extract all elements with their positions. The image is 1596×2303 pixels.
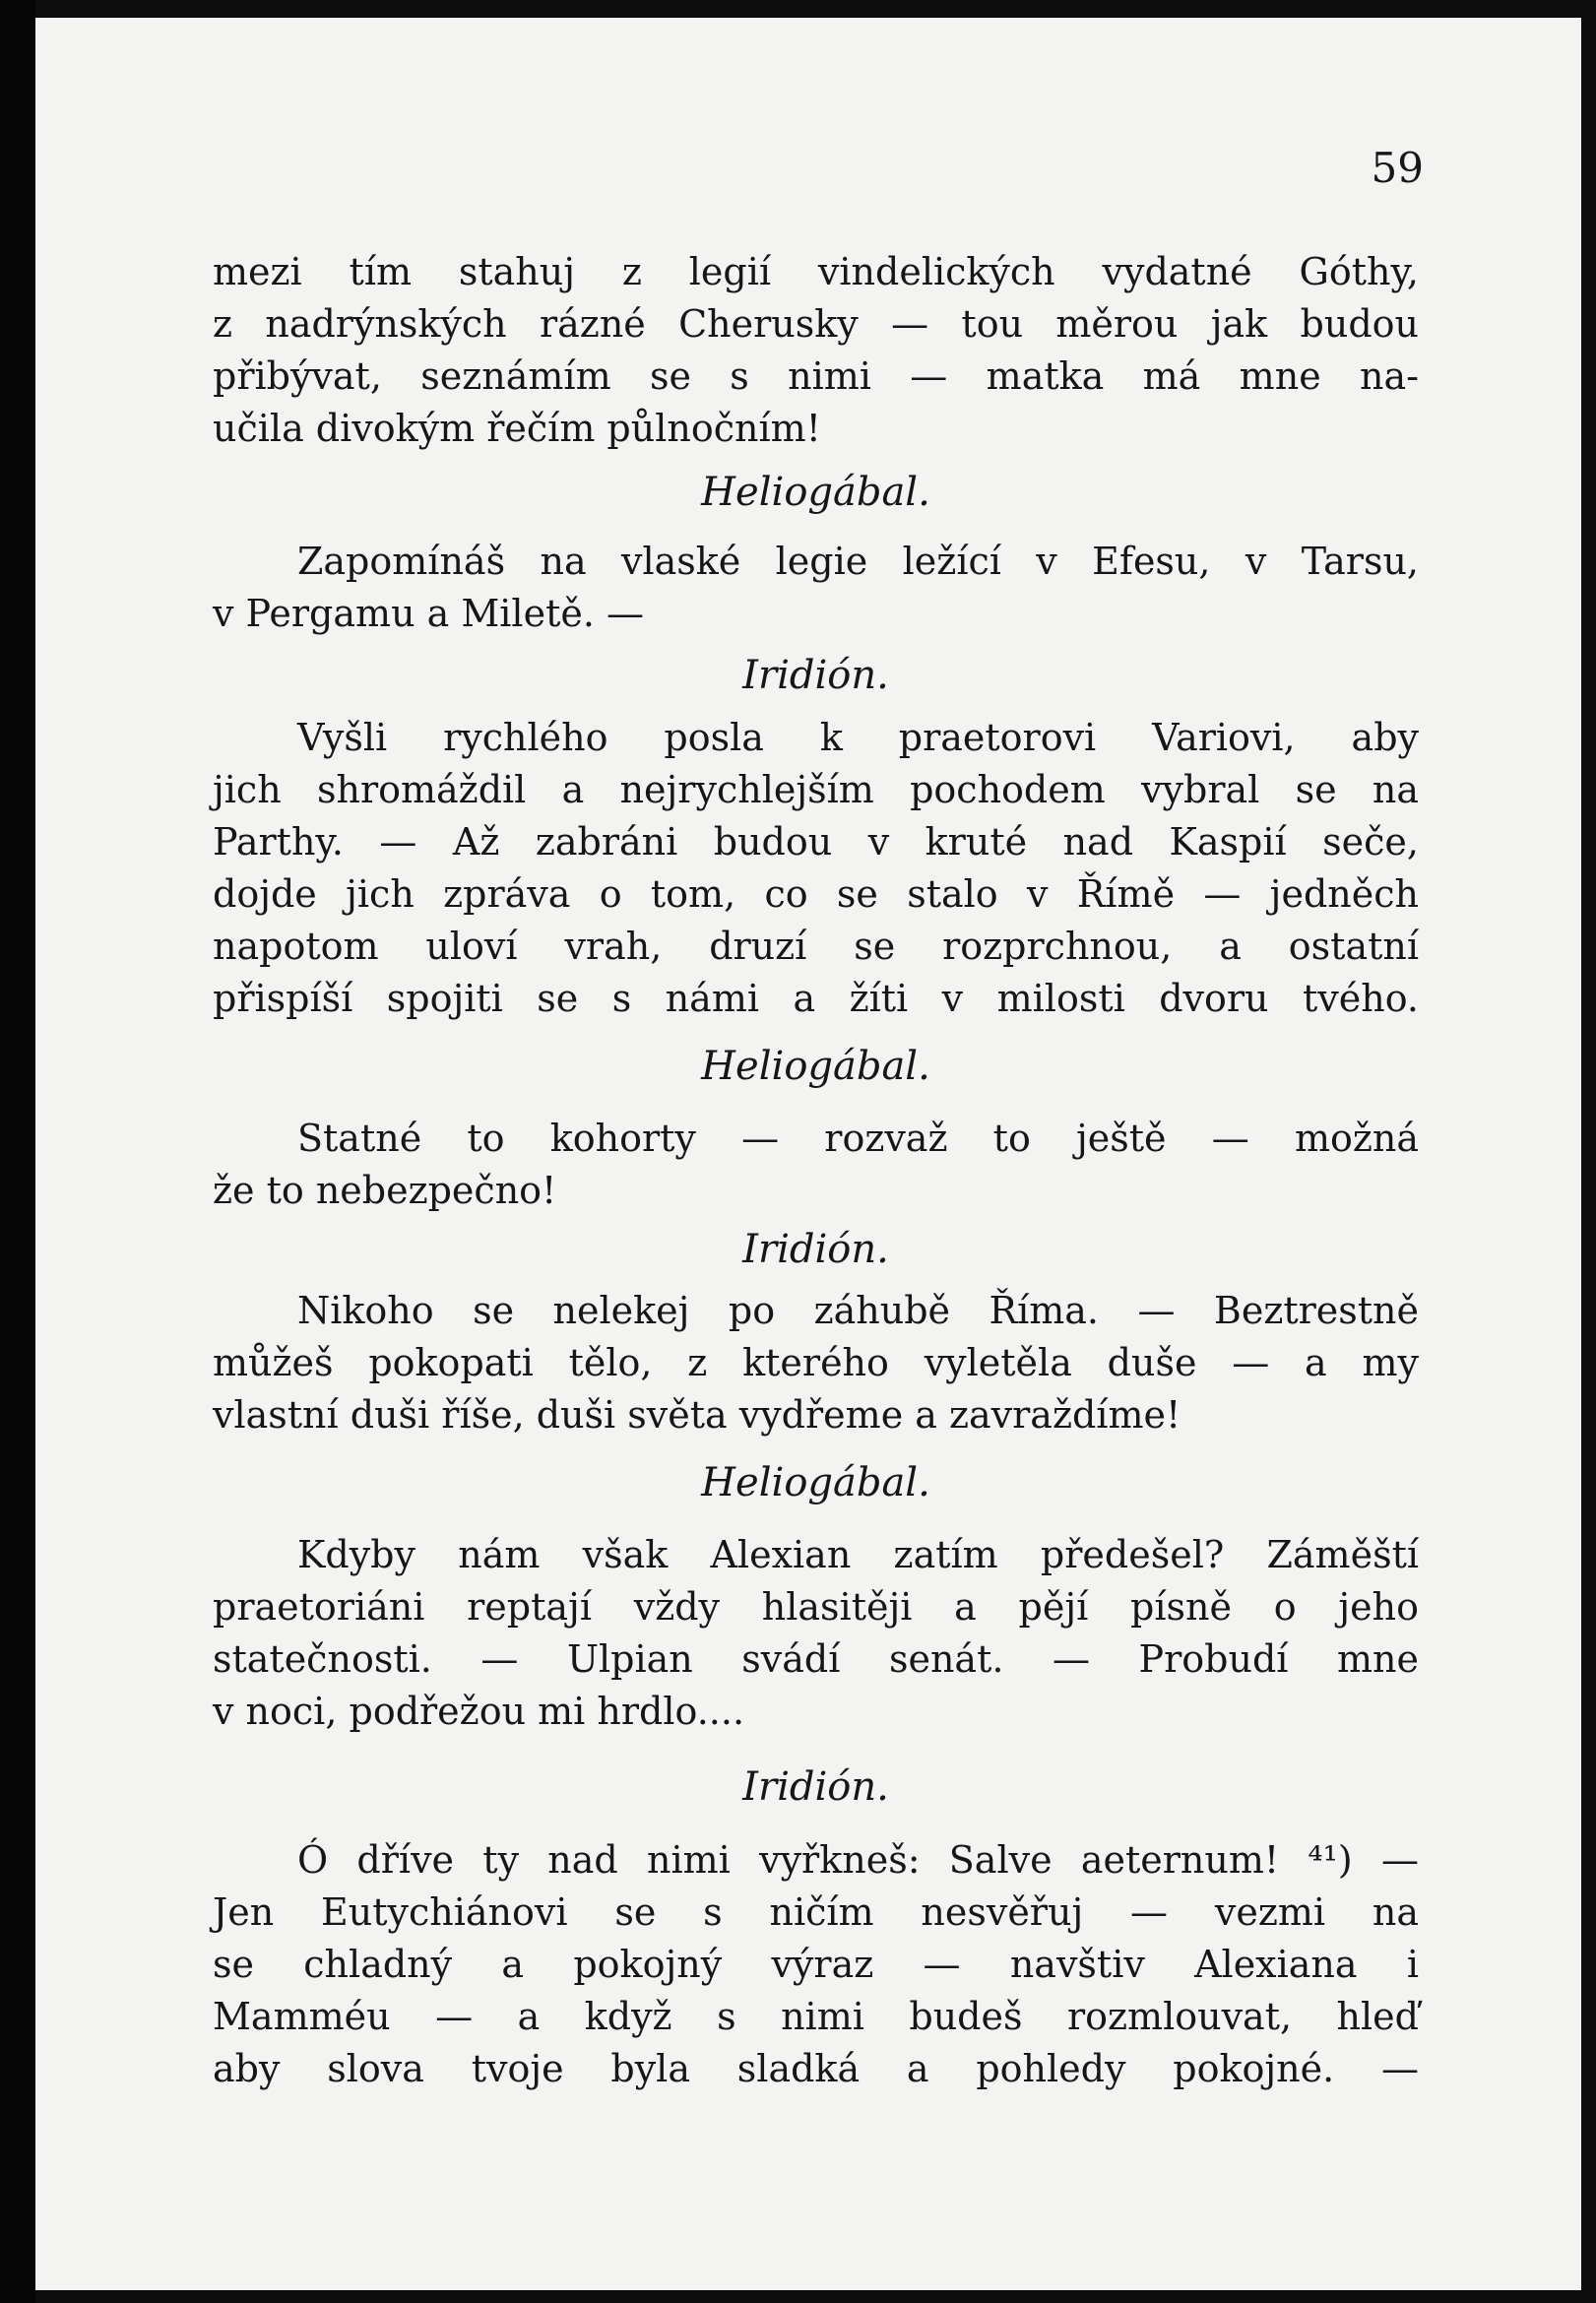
text-line: Vyšli rychlého posla k praetorovi Variovi, aby [297, 716, 1419, 759]
speaker-name: Iridión. [742, 1764, 889, 1810]
text-line: vlastní duši říše, duši světa vydřeme a zavraždíme! [213, 1393, 1181, 1437]
text-line: Kdyby nám však Alexian zatím předešel? Záměští [297, 1533, 1419, 1576]
text-line: Statné to kohorty — rozvaž to ještě — možná [297, 1117, 1419, 1160]
text-line: napotom uloví vrah, druzí se rozprchnou, a ostatní [213, 925, 1419, 968]
text-line: v noci, podřežou mi hrdlo.... [213, 1690, 745, 1733]
speaker-name: Heliogábal. [701, 470, 930, 515]
book-page [35, 18, 1581, 2290]
text-line: z nadrýnských rázné Cherusky — tou měrou jak budou [213, 302, 1419, 346]
text-line: Nikoho se nelekej po záhubě Říma. — Beztrestně [297, 1289, 1419, 1332]
speaker-name: Heliogábal. [701, 1460, 930, 1505]
text-line: že to nebezpečno! [213, 1169, 557, 1212]
page-number: 59 [1371, 144, 1424, 192]
scan-left-edge [0, 0, 35, 2303]
text-line: přispíší spojiti se s námi a žíti v milosti dvoru tvého. [213, 977, 1419, 1020]
text-line: Jen Eutychiánovi se s ničím nesvěřuj — vezmi na [213, 1890, 1419, 1934]
speaker-name: Iridión. [742, 1227, 889, 1272]
text-line: aby slova tvoje byla sladká a pohledy pokojné. — [213, 2047, 1419, 2090]
text-line: jich shromáždil a nejrychlejším pochodem vybral se na [213, 768, 1419, 811]
text-line: praetoriáni reptají vždy hlasitěji a pějí písně o jeho [213, 1585, 1419, 1629]
text-line: v Pergamu a Miletě. — [213, 592, 644, 635]
speaker-name: Iridión. [742, 653, 889, 698]
text-line: Parthy. — Až zabráni budou v kruté nad Kaspií seče, [213, 820, 1419, 864]
text-line: se chladný a pokojný výraz — navštiv Alexiana i [213, 1943, 1419, 1986]
text-line: mezi tím stahuj z legií vindelických vydatné Góthy, [213, 250, 1419, 293]
text-line: statečnosti. — Ulpian svádí senát. — Probudí mne [213, 1637, 1419, 1681]
text-line: Mamméu — a když s nimi budeš rozmlouvat, hleď [213, 1995, 1419, 2038]
text-line: dojde jich zpráva o tom, co se stalo v Římě — jedněch [213, 872, 1419, 916]
text-line: můžeš pokopati tělo, z kterého vyletěla duše — a my [213, 1341, 1419, 1384]
text-line: přibývat, seznámím se s nimi — matka má mne na- [213, 354, 1419, 398]
speaker-name: Heliogábal. [701, 1044, 930, 1089]
text-line: učila divokým řečím půlnočním! [213, 407, 821, 450]
text-line: Zapomínáš na vlaské legie ležící v Efesu, v Tarsu, [297, 540, 1419, 583]
text-line: Ó dříve ty nad nimi vyřkneš: Salve aeternum! ⁴¹) — [297, 1838, 1419, 1882]
